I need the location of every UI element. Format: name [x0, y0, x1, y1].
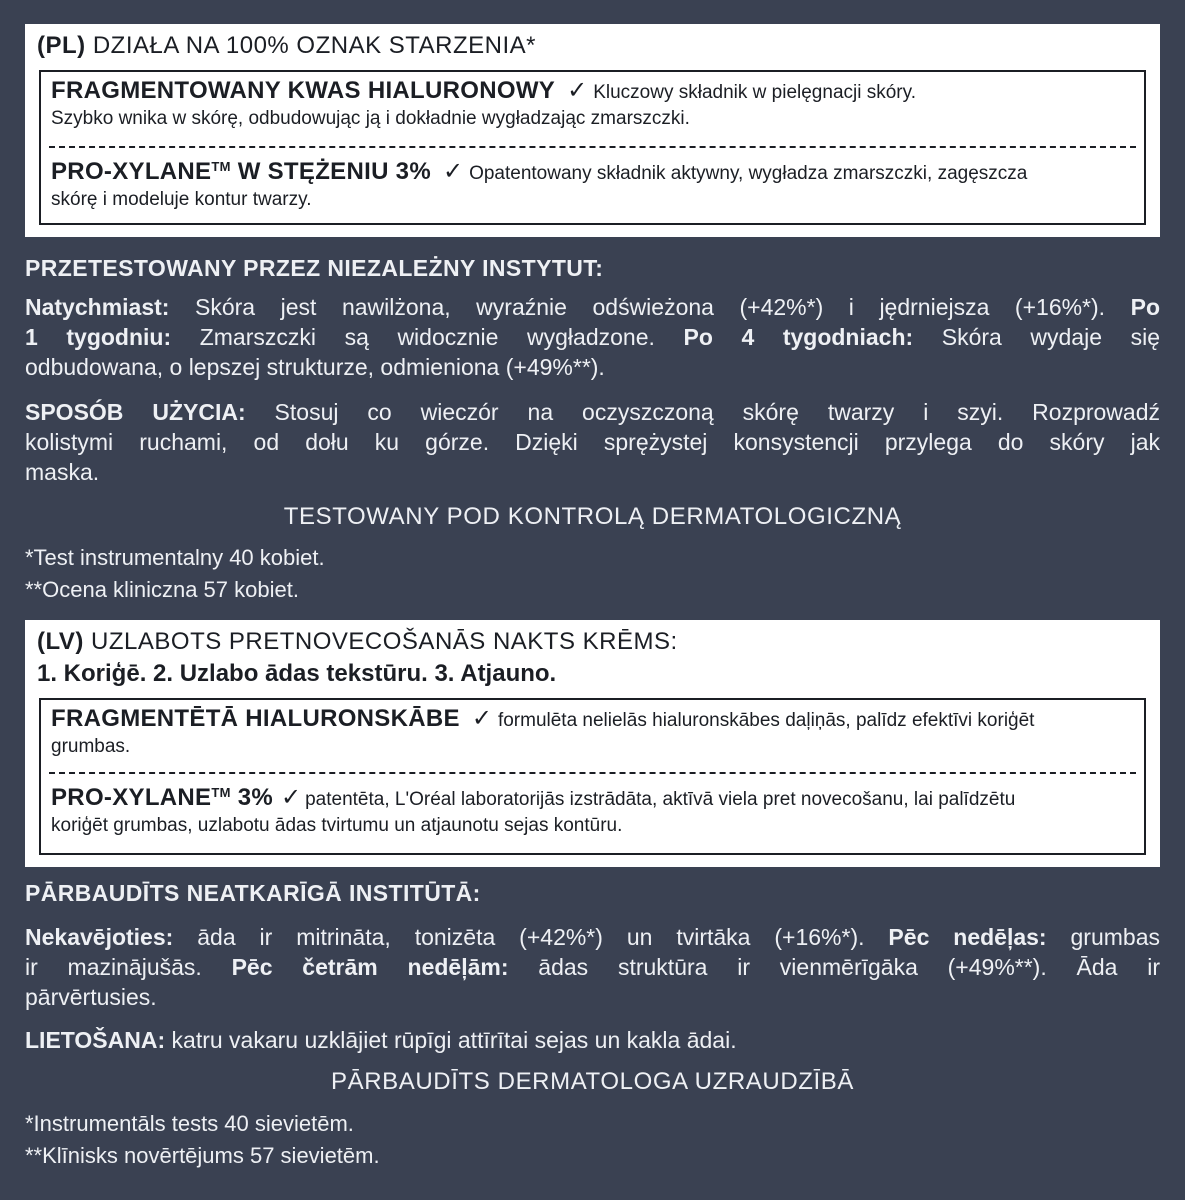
results-text: ādas struktūra ir vienmērīgāka (+49%**). Āda ir — [508, 954, 1161, 980]
check-icon: ✓ — [471, 705, 492, 732]
lv-claims-panel — [25, 620, 1160, 867]
results-line-3: odbudowana, o lepszej strukturze, odmieniona (+49%**). — [25, 354, 605, 380]
usage-line-3: maska. — [25, 459, 100, 485]
pl-footnote-1: *Test instrumentalny 40 kobiet. — [25, 545, 325, 570]
dashed-divider — [49, 146, 1136, 148]
lv-tested-heading: PĀRBAUDĪTS NEATKARĪGĀ INSTITŪTĀ: — [25, 880, 481, 906]
ingredient-desc: formulēta nelielās hialuronskābes daļiņās, palīdz efektīvi koriģēt — [497, 710, 1035, 731]
ingredient-line-1 — [51, 152, 1132, 189]
ingredient-name — [51, 158, 431, 185]
results-label: Pēc četrām nedēļām: — [201, 954, 509, 980]
ingredient-name: FRAGMENTĒTĀ HIALURONSKĀBE — [51, 705, 460, 732]
pl-ingredient-hyaluronic — [51, 76, 1132, 134]
results-line-3: pārvērtusies. — [25, 984, 157, 1010]
lv-ingredient-hyaluronic — [51, 704, 1132, 762]
lv-ingredient-proxylane — [51, 778, 1132, 841]
ingredient-desc-line-2: Szybko wnika w skórę, odbudowując ją i dokładnie wygładzając zmarszczki. — [51, 108, 690, 129]
results-line-1 — [25, 292, 1160, 322]
check-icon: ✓ — [567, 77, 588, 104]
results-line-2 — [25, 952, 1160, 982]
lv-lang-code: (LV) — [37, 628, 84, 655]
ingredient-desc: Opatentowany składnik aktywny, wygładza zmarszczki, zagęszcza — [469, 163, 1028, 184]
ingredient-name-b: 3% — [230, 784, 273, 811]
results-line-2 — [25, 322, 1160, 352]
pl-footnote-2: **Ocena kliniczna 57 kobiet. — [25, 577, 299, 602]
usage-line-1 — [25, 1025, 1160, 1055]
lv-derm-tested: PĀRBAUDĪTS DERMATOLOGA UZRAUDZĪBĀ — [331, 1068, 854, 1095]
dashed-divider — [49, 772, 1136, 774]
ingredient-line-1 — [51, 704, 1132, 736]
ingredient-desc-line-2: koriģēt grumbas, uzlabotu ādas tvirtumu un atjaunotu sejas kontūru. — [51, 815, 623, 836]
ingredient-name-a: PRO-XYLANE — [51, 158, 212, 185]
pl-claims-panel — [25, 24, 1160, 237]
results-text: Skóra jest nawilżona, wyraźnie odświeżona (+42%*) i jędrniejsza (+16%*). — [169, 294, 1106, 320]
pl-derm-tested: TESTOWANY POD KONTROLĄ DERMATOLOGICZNĄ — [283, 503, 902, 530]
pl-panel-title — [37, 32, 536, 60]
results-label: Pēc nedēļas: — [864, 924, 1047, 950]
lv-panel-title — [37, 628, 678, 656]
results-label: Po 4 tygodniach: — [654, 324, 914, 350]
results-label: Nekavējoties: — [25, 924, 174, 950]
results-label: Po — [1105, 294, 1161, 320]
results-text: grumbas — [1046, 924, 1160, 950]
lv-panel-subtitle: 1. Koriģē. 2. Uzlabo ādas tekstūru. 3. Atjauno. — [37, 660, 557, 687]
ingredient-name-b: W STĘŻENIU 3% — [230, 158, 431, 185]
ingredient-name: FRAGMENTOWANY KWAS HIALURONOWY — [51, 77, 556, 104]
lv-title-text: UZLABOTS PRETNOVECOŠANĀS NAKTS KRĒMS: — [83, 628, 678, 655]
results-text: āda ir mitrināta, tonizēta (+42%*) un tvirtāka (+16%*). — [173, 924, 865, 950]
ingredient-desc-line-2: skórę i modeluje kontur twarzy. — [51, 189, 312, 210]
results-text: ir mazinājušās. — [25, 954, 202, 980]
results-text: Zmarszczki są widocznie wygładzone. — [171, 324, 655, 350]
pl-title-text: DZIAŁA NA 100% OZNAK STARZENIA* — [85, 32, 537, 59]
results-line-1 — [25, 922, 1160, 952]
lv-results-paragraph — [25, 922, 1160, 1012]
check-icon: ✓ — [281, 784, 302, 811]
trademark-mark: TM — [211, 785, 231, 800]
pl-usage-paragraph — [25, 397, 1160, 487]
pl-lang-code: (PL) — [37, 32, 86, 59]
lv-footnote-1: *Instrumentāls tests 40 sievietēm. — [25, 1111, 354, 1136]
usage-line-1 — [25, 397, 1160, 427]
lv-ingredients-box — [39, 698, 1146, 855]
usage-text: Stosuj co wieczór na oczyszczoną skórę twarzy i szyi. Rozprowadź — [245, 399, 1161, 425]
pl-tested-heading: PRZETESTOWANY PRZEZ NIEZALEŻNY INSTYTUT: — [25, 255, 604, 281]
pl-ingredients-box — [39, 70, 1146, 225]
pl-ingredient-proxylane — [51, 152, 1132, 215]
trademark-mark: TM — [211, 159, 231, 174]
pl-results-paragraph — [25, 292, 1160, 382]
ingredient-name-a: PRO-XYLANE — [51, 784, 212, 811]
ingredient-name — [51, 784, 273, 811]
ingredient-desc-line-2: grumbas. — [51, 736, 131, 757]
lv-usage-paragraph — [25, 1025, 1160, 1055]
usage-label: LIETOŠANA: — [25, 1027, 166, 1053]
usage-line-2: kolistymi ruchami, od dołu ku górze. Dzięki sprężystej konsystencji przylega do skóry jak — [25, 429, 1160, 455]
results-label: 1 tygodniu: — [25, 324, 172, 350]
check-icon: ✓ — [442, 158, 464, 185]
ingredient-desc: Kluczowy składnik w pielęgnacji skóry. — [593, 82, 916, 103]
ingredient-desc: patentēta, L'Oréal laboratorijās izstrādāta, aktīvā viela pret novecošanu, lai palīdzētu — [305, 789, 1016, 810]
usage-text: katru vakaru uzklājiet rūpīgi attīrītai sejas un kakla ādai. — [165, 1027, 737, 1053]
results-label: Natychmiast: — [25, 294, 170, 320]
usage-label: SPOSÓB UŻYCIA: — [25, 399, 246, 425]
results-text: Skóra wydaje się — [913, 324, 1160, 350]
lv-footnote-2: **Klīnisks novērtējums 57 sievietēm. — [25, 1143, 380, 1168]
ingredient-line-1 — [51, 778, 1132, 815]
